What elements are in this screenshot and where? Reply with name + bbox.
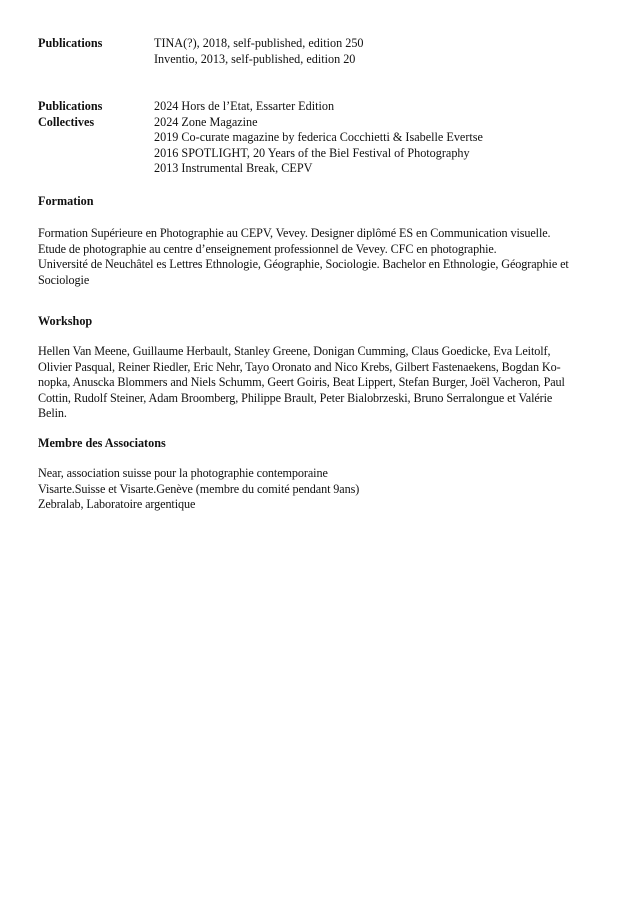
workshop-line: Belin. xyxy=(38,406,67,421)
publications-label: Publications xyxy=(38,36,103,50)
collective-publication-entry: 2013 Instrumental Break, CEPV xyxy=(154,161,313,176)
workshop-line: Hellen Van Meene, Guillaume Herbault, Stanley Greene, Donigan Cumming, Claus Goedicke, Eva Leitolf, xyxy=(38,344,551,358)
workshop-line: Cottin, Rudolf Steiner, Adam Broomberg, Philippe Brault, Peter Bialobrzeski, Bruno Serralongue et Valérie xyxy=(38,390,553,405)
publication-entry: Inventio, 2013, self-published, edition 20 xyxy=(154,51,356,66)
formation-line: Sociologie xyxy=(38,272,90,287)
collective-publication-entry: 2019 Co-curate magazine by federica Cocchietti & Isabelle Evertse xyxy=(154,130,483,145)
associations-list xyxy=(38,466,598,513)
publications-collectives-label: Publications Collectives xyxy=(38,99,103,129)
formation-line: Université de Neuchâtel es Lettres Ethnologie, Géographie, Sociologie. Bachelor en Ethnologie, Géographie et xyxy=(38,257,569,272)
formation-heading: Formation xyxy=(38,194,94,208)
workshop-line: nopka, Anuscka Blommers and Niels Schumm, Geert Goiris, Beat Lippert, Stefan Burger, Joël Vacheron, Paul xyxy=(38,375,565,390)
association-entry: Zebralab, Laboratoire argentique xyxy=(38,497,196,512)
publications-section xyxy=(38,36,598,67)
formation-line: Etude de photographie au centre d’enseignement professionnel de Vevey. CFC en photographie. xyxy=(38,241,497,256)
workshop-line: Olivier Pasqual, Reiner Riedler, Eric Nehr, Tayo Oronato and Nico Krebs, Gilbert Fastenaekens, Bogdan Ko- xyxy=(38,359,561,374)
publications-collectives-list xyxy=(154,99,598,177)
collective-publication-entry: 2016 SPOTLIGHT, 20 Years of the Biel Festival of Photography xyxy=(154,145,470,160)
formation-line: Formation Supérieure en Photographie au CEPV, Vevey. Designer diplômé ES en Communication visuelle. xyxy=(38,226,551,240)
collective-publication-entry: 2024 Hors de l’Etat, Essarter Edition xyxy=(154,99,335,113)
association-entry: Visarte.Suisse et Visarte.Genève (membre du comité pendant 9ans) xyxy=(38,481,360,496)
publication-entry: TINA(?), 2018, self-published, edition 250 xyxy=(154,36,364,50)
publications-list xyxy=(154,36,598,67)
formation-paragraph xyxy=(38,226,598,288)
associations-heading: Membre des Associatons xyxy=(38,436,166,450)
association-entry: Near, association suisse pour la photographie contemporaine xyxy=(38,466,328,480)
workshop-paragraph xyxy=(38,344,598,422)
publications-collectives-section xyxy=(38,99,598,177)
workshop-heading: Workshop xyxy=(38,314,93,328)
collective-publication-entry: 2024 Zone Magazine xyxy=(154,114,258,129)
